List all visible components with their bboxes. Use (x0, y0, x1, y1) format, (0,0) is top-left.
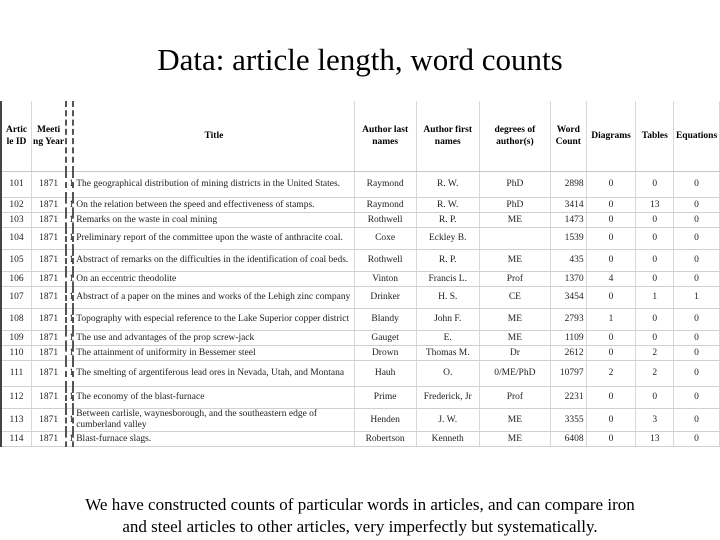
caption-line-2: and steel articles to other articles, very imperfectly but systematically. (122, 517, 598, 536)
cell-meeting-year: 1871 (32, 213, 67, 228)
cell-narrow: 1 (66, 287, 73, 309)
cell-diagrams: 0 (586, 198, 636, 213)
table-row (1, 198, 720, 213)
spreadsheet-excerpt (0, 101, 720, 475)
cell-degree: PhD (479, 198, 550, 213)
cell-narrow: 1 (66, 250, 73, 272)
cell-diagrams: 0 (586, 409, 636, 432)
cell-title: On the relation between the speed and effectiveness of stamps. (73, 198, 354, 213)
col-header-equations: Equations (674, 101, 720, 172)
cell-title: The attainment of uniformity in Bessemer steel (73, 346, 354, 361)
cell-degree: ME (479, 250, 550, 272)
cell-degree (479, 228, 550, 250)
cell-title: On an eccentric theodolite (73, 272, 354, 287)
col-header-title: Title (73, 101, 354, 172)
table-row (1, 287, 720, 309)
table-row (1, 272, 720, 287)
cell-degree: 0/ME/PhD (479, 361, 550, 387)
cell-author-last: Hauh (354, 361, 416, 387)
cell-author-first: H. S. (416, 287, 479, 309)
slide-caption (0, 494, 720, 538)
cell-article-id: 108 (1, 309, 32, 331)
cell-equations: 0 (674, 409, 720, 432)
cell-equations: 0 (674, 346, 720, 361)
cell-meeting-year: 1871 (32, 228, 67, 250)
cell-title: Abstract of a paper on the mines and works of the Lehigh zinc company (73, 287, 354, 309)
cell-diagrams: 0 (586, 331, 636, 346)
cell-diagrams: 0 (586, 172, 636, 198)
col-header-narrow (66, 101, 73, 172)
cell-article-id: 109 (1, 331, 32, 346)
cell-word-count: 6408 (551, 432, 587, 447)
cell-diagrams: 1 (586, 309, 636, 331)
cell-author-last: Henden (354, 409, 416, 432)
cell-title: The smelting of argentiferous lead ores in Nevada, Utah, and Montana (73, 361, 354, 387)
cell-narrow: 1 (66, 213, 73, 228)
cell-word-count: 2898 (551, 172, 587, 198)
table-row (1, 228, 720, 250)
header-row (1, 101, 720, 172)
cell-author-first: Francis L. (416, 272, 479, 287)
cell-meeting-year: 1871 (32, 346, 67, 361)
cell-author-first: J. W. (416, 409, 479, 432)
cell-tables: 2 (636, 361, 674, 387)
cell-author-first: Kenneth (416, 432, 479, 447)
cell-article-id: 113 (1, 409, 32, 432)
cell-equations: 0 (674, 213, 720, 228)
col-header-author-first: Author first names (416, 101, 479, 172)
cell-degree: PhD (479, 172, 550, 198)
cell-degree: Prof (479, 387, 550, 409)
cell-title: The economy of the blast-furnace (73, 387, 354, 409)
cell-author-last: Vinton (354, 272, 416, 287)
cell-word-count: 3355 (551, 409, 587, 432)
cell-tables: 0 (636, 331, 674, 346)
cell-degree: CE (479, 287, 550, 309)
cell-equations: 0 (674, 250, 720, 272)
cell-meeting-year: 1871 (32, 198, 67, 213)
cell-author-last: Raymond (354, 172, 416, 198)
cell-diagrams: 0 (586, 346, 636, 361)
cell-author-first: O. (416, 361, 479, 387)
cell-author-first: R. P. (416, 250, 479, 272)
cell-author-last: Prime (354, 387, 416, 409)
col-header-meeting-year: Meeti ng Year (32, 101, 67, 172)
table-row (1, 213, 720, 228)
cell-word-count: 2231 (551, 387, 587, 409)
cell-article-id: 102 (1, 198, 32, 213)
cell-narrow: 1 (66, 172, 73, 198)
table-row (1, 172, 720, 198)
cell-equations: 0 (674, 309, 720, 331)
cell-diagrams: 0 (586, 213, 636, 228)
article-table (0, 101, 720, 447)
cell-article-id: 105 (1, 250, 32, 272)
cell-word-count: 1473 (551, 213, 587, 228)
col-header-degrees: degrees of author(s) (479, 101, 550, 172)
cell-word-count: 1539 (551, 228, 587, 250)
cell-diagrams: 0 (586, 432, 636, 447)
cell-narrow: 1 (66, 198, 73, 213)
cell-narrow: 1 (66, 331, 73, 346)
cell-degree: ME (479, 309, 550, 331)
cell-author-first: E. (416, 331, 479, 346)
cell-narrow: 1 (66, 432, 73, 447)
cell-meeting-year: 1871 (32, 361, 67, 387)
cell-word-count: 3454 (551, 287, 587, 309)
cell-degree: ME (479, 213, 550, 228)
cell-tables: 0 (636, 172, 674, 198)
cell-article-id: 104 (1, 228, 32, 250)
cell-author-last: Blandy (354, 309, 416, 331)
cell-article-id: 107 (1, 287, 32, 309)
cell-degree: ME (479, 432, 550, 447)
cell-title: Preliminary report of the committee upon the waste of anthracite coal. (73, 228, 354, 250)
cell-article-id: 112 (1, 387, 32, 409)
cell-tables: 3 (636, 409, 674, 432)
cell-article-id: 103 (1, 213, 32, 228)
cell-equations: 0 (674, 361, 720, 387)
cell-author-last: Rothwell (354, 213, 416, 228)
cell-equations: 0 (674, 172, 720, 198)
cell-equations: 0 (674, 387, 720, 409)
cell-author-first: Thomas M. (416, 346, 479, 361)
cell-diagrams: 0 (586, 287, 636, 309)
cell-author-last: Rothwell (354, 250, 416, 272)
cell-degree: Prof (479, 272, 550, 287)
cell-tables: 0 (636, 228, 674, 250)
cell-author-first: R. W. (416, 172, 479, 198)
table-row (1, 309, 720, 331)
cell-meeting-year: 1871 (32, 432, 67, 447)
cell-tables: 1 (636, 287, 674, 309)
cell-tables: 0 (636, 213, 674, 228)
cell-diagrams: 0 (586, 250, 636, 272)
cell-degree: ME (479, 409, 550, 432)
cell-word-count: 2612 (551, 346, 587, 361)
cell-degree: ME (479, 331, 550, 346)
cell-author-first: Frederick, Jr (416, 387, 479, 409)
cell-tables: 0 (636, 272, 674, 287)
cell-article-id: 106 (1, 272, 32, 287)
table-row (1, 346, 720, 361)
cell-author-first: R. W. (416, 198, 479, 213)
caption-line-1: We have constructed counts of particular words in articles, and can compare iron (85, 495, 635, 514)
cell-author-last: Drinker (354, 287, 416, 309)
col-header-word-count: Word Count (551, 101, 587, 172)
cell-tables: 0 (636, 309, 674, 331)
cell-word-count: 435 (551, 250, 587, 272)
cell-title: The use and advantages of the prop screw-jack (73, 331, 354, 346)
cell-word-count: 10797 (551, 361, 587, 387)
cell-narrow: 1 (66, 346, 73, 361)
cell-article-id: 110 (1, 346, 32, 361)
table-row (1, 250, 720, 272)
cell-tables: 0 (636, 387, 674, 409)
cell-title: The geographical distribution of mining districts in the United States. (73, 172, 354, 198)
cell-narrow: 1 (66, 272, 73, 287)
cell-meeting-year: 1871 (32, 172, 67, 198)
cell-word-count: 3414 (551, 198, 587, 213)
cell-meeting-year: 1871 (32, 287, 67, 309)
table-row (1, 387, 720, 409)
cell-title: Abstract of remarks on the difficulties in the identification of coal beds. (73, 250, 354, 272)
table-row (1, 331, 720, 346)
cell-equations: 0 (674, 272, 720, 287)
col-header-author-last: Author last names (354, 101, 416, 172)
table-row (1, 432, 720, 447)
cell-article-id: 101 (1, 172, 32, 198)
cell-author-last: Robertson (354, 432, 416, 447)
cell-word-count: 2793 (551, 309, 587, 331)
cell-author-first: John F. (416, 309, 479, 331)
cell-equations: 0 (674, 198, 720, 213)
cell-narrow: 1 (66, 409, 73, 432)
cell-diagrams: 0 (586, 228, 636, 250)
cell-article-id: 111 (1, 361, 32, 387)
cell-title: Remarks on the waste in coal mining (73, 213, 354, 228)
cell-meeting-year: 1871 (32, 409, 67, 432)
cell-equations: 0 (674, 432, 720, 447)
cell-meeting-year: 1871 (32, 331, 67, 346)
cell-author-first: Eckley B. (416, 228, 479, 250)
cell-author-last: Raymond (354, 198, 416, 213)
cell-word-count: 1109 (551, 331, 587, 346)
table-row (1, 361, 720, 387)
cell-author-last: Coxe (354, 228, 416, 250)
col-header-diagrams: Diagrams (586, 101, 636, 172)
cell-meeting-year: 1871 (32, 250, 67, 272)
cell-equations: 1 (674, 287, 720, 309)
table-row (1, 409, 720, 432)
cell-meeting-year: 1871 (32, 387, 67, 409)
cell-narrow: 1 (66, 309, 73, 331)
cell-author-last: Gauget (354, 331, 416, 346)
cell-word-count: 1370 (551, 272, 587, 287)
cell-meeting-year: 1871 (32, 309, 67, 331)
cell-tables: 0 (636, 250, 674, 272)
cell-degree: Dr (479, 346, 550, 361)
cell-diagrams: 0 (586, 387, 636, 409)
col-header-tables: Tables (636, 101, 674, 172)
cell-title: Blast-furnace slags. (73, 432, 354, 447)
cell-tables: 2 (636, 346, 674, 361)
cell-narrow: 1 (66, 228, 73, 250)
cell-narrow: 1 (66, 387, 73, 409)
cell-diagrams: 4 (586, 272, 636, 287)
cell-author-last: Drown (354, 346, 416, 361)
cell-equations: 0 (674, 228, 720, 250)
cell-article-id: 114 (1, 432, 32, 447)
cell-equations: 0 (674, 331, 720, 346)
slide-title: Data: article length, word counts (157, 42, 563, 77)
cell-tables: 13 (636, 198, 674, 213)
cell-tables: 13 (636, 432, 674, 447)
cell-title: Topography with especial reference to the Lake Superior copper district (73, 309, 354, 331)
col-header-article-id: Artic le ID (1, 101, 32, 172)
cell-diagrams: 2 (586, 361, 636, 387)
cell-author-first: R. P. (416, 213, 479, 228)
cell-narrow: 1 (66, 361, 73, 387)
cell-meeting-year: 1871 (32, 272, 67, 287)
cell-title: Between carlisle, waynesborough, and the southeastern edge of cumberland valley (73, 409, 354, 432)
